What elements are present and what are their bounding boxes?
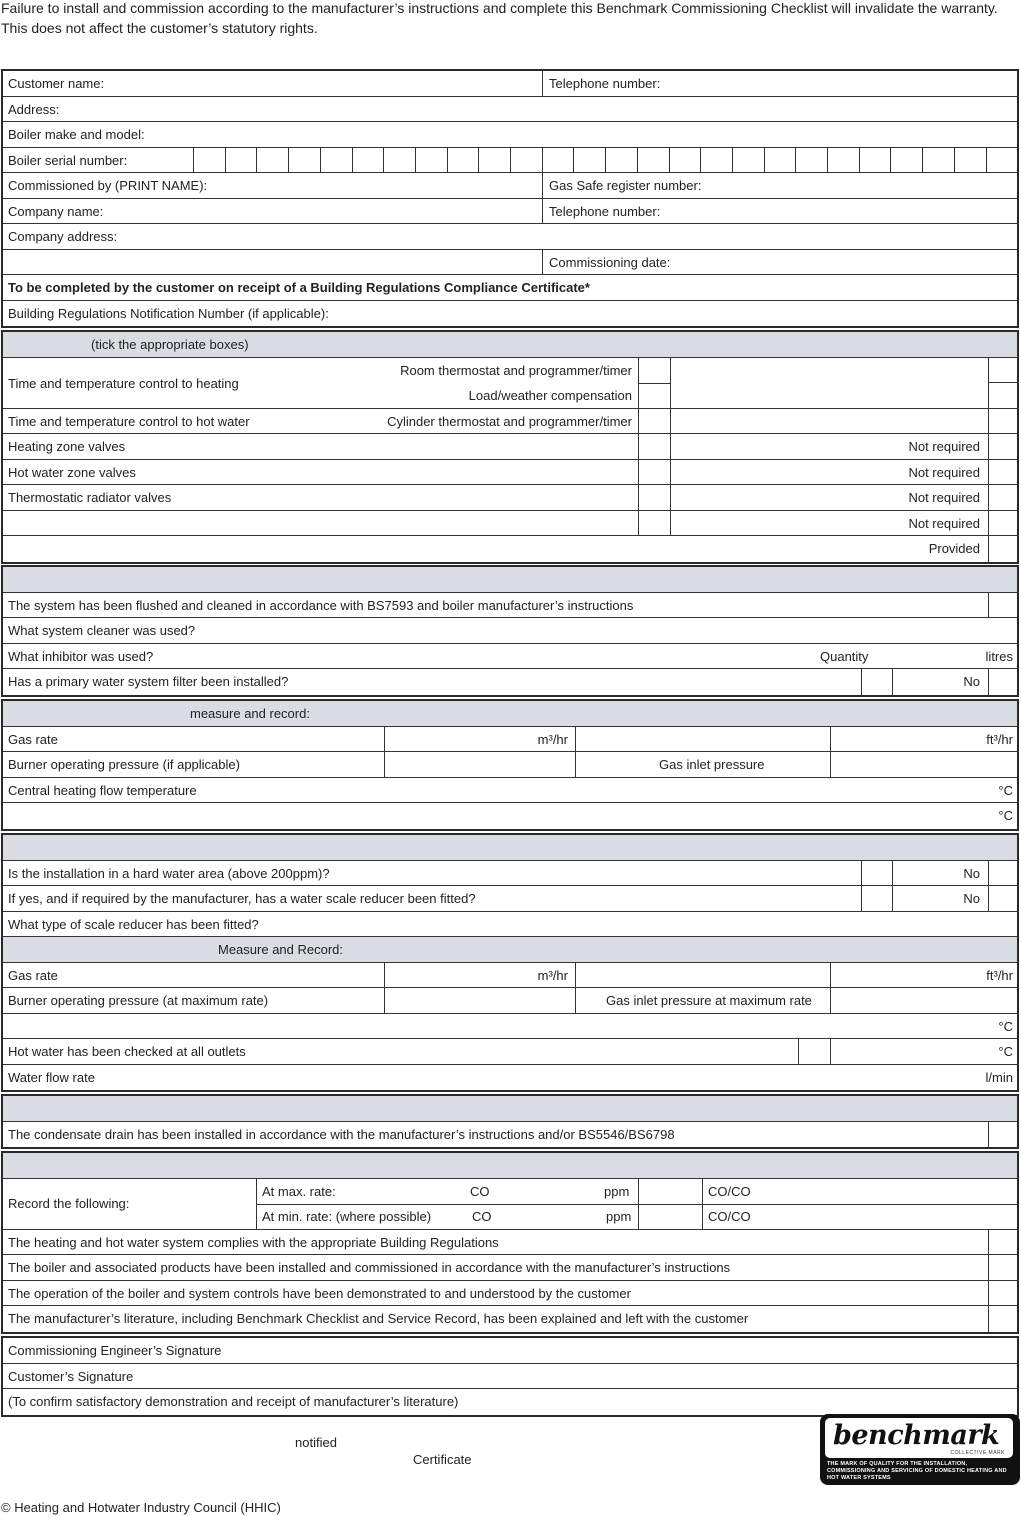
ch-gas-rate-row[interactable] [3,727,1017,753]
boiler-make-label: Boiler make and model: [8,127,145,142]
demonstrated-row [3,1281,1017,1307]
heating-zone-valves-label: Heating zone valves [8,439,126,454]
installed-checkbox[interactable] [988,1255,989,1280]
provided-row [3,536,1017,562]
hw-temp-row[interactable] [3,1014,1017,1040]
serial-digit-box[interactable] [922,148,954,173]
hard-water-row [3,861,1017,887]
time-temp-heating-label: Time and temperature control to heating [8,375,239,391]
commissioned-by-label: Commissioned by (PRINT NAME): [8,178,208,193]
hw-ft3hr-label: ft³/hr [986,967,1013,983]
quantity-label: Quantity [820,648,869,664]
co-ppm-input[interactable] [639,1179,702,1229]
company-address-label: Company address: [8,229,118,244]
serial-digit-box[interactable] [415,148,447,173]
room-thermostat-label: Room thermostat and programmer/timer [400,362,632,378]
load-weather-label: Load/weather compensation [468,387,632,403]
hard-water-label: Is the installation in a hard water area (above 200ppm)? [8,865,330,881]
customer-name-row[interactable] [3,71,1017,97]
flushed-checkbox[interactable] [988,593,989,618]
condensate-checkbox[interactable] [988,1122,989,1148]
hw-measure-header-text: Measure and Record: [218,942,344,957]
hw-header-blank [3,835,1017,861]
serial-digit-box[interactable] [510,148,542,173]
blank-control-row [3,511,1017,537]
serial-digit-box[interactable] [890,148,922,173]
customer-note: To be completed by the customer on receipt of a Building Regulations Compliance Certificate* [8,280,590,295]
flow-rate-row[interactable] [3,1065,1017,1091]
literature-row [3,1306,1017,1332]
company-telephone-label: Telephone number: [549,203,661,219]
controls-header-text: (tick the appropriate boxes) [91,337,249,352]
hot-water-zone-valves-row [3,460,1017,486]
customer-signature-row[interactable] [3,1364,1017,1390]
condensate-section [1,1094,1019,1149]
controls-header [3,332,1017,358]
company-name-row[interactable] [3,199,1017,225]
all-systems-section [1,1151,1019,1334]
inhibitor-row[interactable] [3,644,1017,670]
serial-digit-box[interactable] [193,148,225,173]
condensate-row [3,1122,1017,1148]
inhibitor-label: What inhibitor was used? [8,648,154,664]
controls-section [1,330,1019,564]
provided-label: Provided [928,541,980,556]
literature-label: The manufacturer’s literature, including Benchmark Checklist and Service Record, has been explained and left with the customer [8,1311,749,1326]
boiler-serial-row [3,148,1017,174]
scale-type-label: What type of scale reducer has been fitted? [8,916,259,932]
hw-burner-label: Burner operating pressure (at maximum rate) [8,993,269,1008]
filter-label: Has a primary water system filter been installed? [8,674,289,689]
serial-digit-box[interactable] [954,148,986,173]
serial-digit-box[interactable] [573,148,605,173]
regs-row [3,1230,1017,1256]
benchmark-logo [820,1414,1020,1485]
heating-zone-valves-row [3,434,1017,460]
room-thermostat-checkbox[interactable] [638,358,670,383]
hw-burner-row[interactable] [3,988,1017,1014]
trv-label: Thermostatic radiator valves [8,490,172,505]
installed-label: The boiler and associated products have been installed and commissioned in accordance with the manufacturer’s instructions [8,1260,731,1275]
serial-digit-box[interactable] [605,148,637,173]
serial-digit-box[interactable] [795,148,827,173]
serial-digit-box[interactable] [637,148,669,173]
hw-gas-rate-row[interactable] [3,963,1017,989]
serial-digit-box[interactable] [827,148,859,173]
company-address-row[interactable] [3,224,1017,250]
hot-water-control-row [3,409,1017,435]
customer-signature-label: Customer’s Signature [8,1368,134,1384]
regs-label: The heating and hot water system complies with the appropriate Building Regulations [8,1234,499,1250]
load-weather-checkbox[interactable] [638,384,670,408]
hw-gas-rate-label: Gas rate [8,967,58,983]
signatures-section [1,1336,1019,1417]
outlets-deg: °C [998,1044,1013,1059]
demonstrated-checkbox[interactable] [988,1281,989,1306]
literature-checkbox[interactable] [988,1306,989,1332]
max-coco-label: CO/CO [708,1183,751,1199]
ch-return-temp-row[interactable] [3,803,1017,829]
hard-water-yes-checkbox[interactable] [861,861,862,886]
blank-control-not-required: Not required [908,515,980,531]
hw-measure-header [3,937,1017,963]
provided-checkbox[interactable] [988,536,989,562]
serial-digit-box[interactable] [256,148,288,173]
confirm-label: (To confirm satisfactory demonstration and receipt of manufacturer’s literature) [8,1394,459,1409]
trv-checkbox[interactable] [638,485,639,510]
hot-water-zone-valves-label: Hot water zone valves [8,464,136,480]
address-row[interactable] [3,97,1017,123]
ch-burner-row[interactable] [3,752,1017,778]
gas-safe-label: Gas Safe register number: [549,178,702,193]
outlets-checked-label: Hot water has been checked at all outlets [8,1044,246,1059]
serial-digit-box[interactable] [225,148,257,173]
hot-water-zone-not-required-checkbox[interactable] [988,460,989,485]
customer-name-label: Customer name: [8,76,105,91]
serial-digit-box[interactable] [478,148,510,173]
heating-zone-not-required-checkbox[interactable] [988,434,989,459]
filter-row [3,669,1017,695]
min-co-label: CO [472,1208,492,1224]
ch-ft3hr-label: ft³/hr [986,731,1013,747]
water-section [1,565,1019,697]
cylinder-thermostat-checkbox[interactable] [638,409,670,434]
trv-not-required: Not required [908,490,980,505]
commissioning-date-label: Commissioning date: [549,254,671,270]
boiler-make-row[interactable] [3,122,1017,148]
hw-temp-deg: °C [998,1018,1013,1034]
ch-return-deg: °C [998,808,1013,823]
customer-note-row [3,275,1017,301]
hard-water-no-checkbox[interactable] [988,861,989,886]
trv-row [3,485,1017,511]
condensate-header [3,1096,1017,1122]
filter-no-checkbox[interactable] [988,669,989,695]
min-coco-label: CO/CO [708,1208,751,1224]
litres-label: litres [985,648,1013,664]
demonstrated-label: The operation of the boiler and system controls have been demonstrated to and understood by the customer [8,1285,631,1301]
ch-m3hr-label: m³/hr [537,731,568,747]
scale-reducer-no-checkbox[interactable] [988,886,989,911]
ch-header [3,701,1017,727]
ch-flow-temp-label: Central heating flow temperature [8,782,197,798]
scale-reducer-yes-checkbox[interactable] [861,886,862,911]
hard-water-no: No [963,865,980,881]
serial-digit-box[interactable] [288,148,320,173]
flow-rate-label: Water flow rate [8,1069,95,1085]
intro-text: Failure to install and commission according to the manufacturer’s instructions and complete this Benchmark Commissioning Checklist will invalidate the warranty. This does not affect the customer’s statutory rights. [1,0,998,36]
scale-type-row[interactable] [3,912,1017,938]
hw-m3hr-label: m³/hr [537,967,568,983]
hw-gas-inlet-label: Gas inlet pressure at maximum rate [606,993,812,1008]
flushed-label: The system has been flushed and cleaned in accordance with BS7593 and boiler manufacturer’s instructions [8,597,634,613]
boiler-serial-label: Boiler serial number: [8,152,128,168]
hot-water-zone-not-required: Not required [908,464,980,480]
record-label: Record the following: [8,1195,130,1211]
ch-flow-deg: °C [998,782,1013,798]
heating-zone-not-required: Not required [908,439,980,454]
trv-not-required-checkbox[interactable] [988,485,989,510]
cleaner-label: What system cleaner was used? [8,623,196,638]
blank-control-checkbox[interactable] [638,511,639,536]
outlets-checked-row [3,1039,1017,1065]
telephone-label: Telephone number: [549,76,661,91]
details-section [1,69,1019,328]
collective-mark-text: COLLECTIVE MARK [950,1450,1005,1456]
time-temp-hot-water-label: Time and temperature control to hot water [8,413,250,429]
cleaner-row[interactable] [3,618,1017,644]
serial-digit-box[interactable] [669,148,701,173]
max-rate-label: At max. rate: [262,1183,336,1199]
address-label: Address: [8,101,60,117]
outlets-checked-checkbox[interactable] [830,1039,831,1064]
scale-reducer-label: If yes, and if required by the manufacturer, has a water scale reducer been fitted? [8,891,476,906]
serial-digit-box[interactable] [700,148,732,173]
engineer-signature-label: Commissioning Engineer’s Signature [8,1343,222,1358]
ch-flow-temp-row[interactable] [3,778,1017,804]
serial-digit-box[interactable] [320,148,352,173]
central-heating-section [1,699,1019,831]
commissioning-date-row[interactable] [3,250,1017,276]
ch-gas-rate-label: Gas rate [8,731,58,747]
scale-reducer-row [3,886,1017,912]
heating-alt-checkbox[interactable] [989,358,1019,383]
blank-control-not-required-checkbox[interactable] [988,511,989,536]
regs-checkbox[interactable] [988,1230,989,1255]
ch-header-text: measure and record: [190,706,310,721]
max-ppm-label: ppm [604,1183,630,1199]
notification-number-label: Building Regulations Notification Number (if applicable): [8,305,329,321]
serial-digit-box[interactable] [447,148,479,173]
serial-digit-box[interactable] [542,148,574,173]
cylinder-thermostat-label: Cylinder thermostat and programmer/timer [387,413,632,429]
serial-digit-box[interactable] [986,148,1018,173]
footer-notified: notified [295,1435,337,1450]
filter-no-label: No [963,674,980,689]
hot-water-section [1,833,1019,1092]
serial-digit-box[interactable] [764,148,796,173]
commissioned-by-row[interactable] [3,173,1017,199]
benchmark-tagline: THE MARK OF QUALITY FOR THE INSTALLATION, COMMISSIONING AND SERVICING OF DOMESTIC HEATING AND HOT WATER SYSTEMS [827,1461,1007,1481]
installed-row [3,1255,1017,1281]
confirm-row [3,1389,1017,1415]
min-rate-label: At min. rate: (where possible) [262,1208,432,1224]
filter-yes-checkbox[interactable] [861,669,862,695]
footer-certificate: Certificate [413,1452,472,1467]
all-systems-header [3,1153,1017,1179]
serial-digit-box[interactable] [352,148,384,173]
water-header [3,567,1017,593]
ch-burner-label: Burner operating pressure (if applicable) [8,757,240,772]
serial-digit-box[interactable] [859,148,891,173]
max-co-label: CO [470,1183,490,1199]
hot-water-zone-valves-checkbox[interactable] [638,460,639,485]
serial-digit-box[interactable] [732,148,764,173]
min-ppm-label: ppm [606,1208,632,1224]
scale-reducer-no: No [963,891,980,906]
serial-digit-box[interactable] [383,148,415,173]
engineer-signature-row[interactable] [3,1338,1017,1364]
heating-zone-valves-checkbox[interactable] [638,434,639,459]
flushed-row [3,593,1017,619]
flow-rate-unit: l/min [985,1069,1013,1085]
hot-water-alt-checkbox[interactable] [989,409,1019,434]
footer-copyright: © Heating and Hotwater Industry Council (HHIC) [1,1500,281,1515]
benchmark-wordmark: benchmark [833,1420,1000,1451]
co-record-group [3,1179,1017,1230]
ch-gas-inlet-label: Gas inlet pressure [659,757,765,772]
heating-control-group [3,358,1017,409]
condensate-label: The condensate drain has been installed in accordance with the manufacturer’s instructions and/or BS5546/BS6798 [8,1126,675,1142]
company-name-label: Company name: [8,203,104,219]
notification-number-row[interactable] [3,301,1017,327]
